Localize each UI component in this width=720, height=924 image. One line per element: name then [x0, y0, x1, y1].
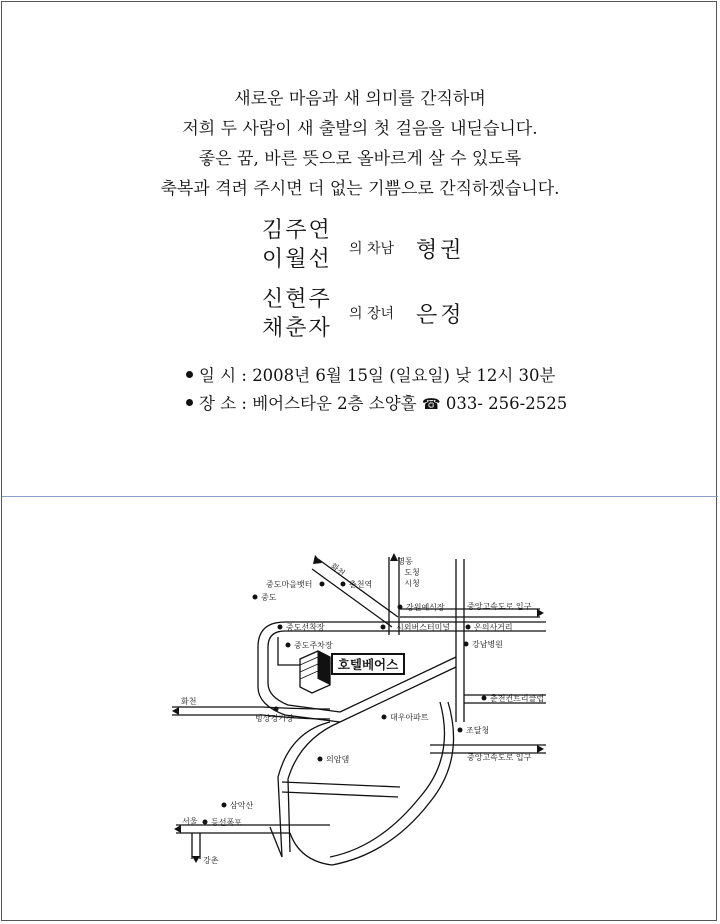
map-labels: [181, 556, 544, 865]
label-samaksan: 삼악산: [230, 801, 254, 810]
label-seoul: 서울: [182, 817, 198, 826]
arrow-icon: [174, 825, 181, 833]
label-joongdo-dock: 중도선착장: [286, 623, 325, 632]
label-joongdo-village: 중도마을뱃터: [266, 580, 313, 589]
message-line: 저희 두 사람이 새 출발의 첫 걸음을 내딛습니다.: [182, 119, 538, 139]
label-myeongdong: 명동: [397, 557, 413, 566]
label-daewoo-apt: 대우아파트: [390, 713, 429, 722]
groom-father: 김주연: [262, 218, 332, 243]
bride-parents: [262, 285, 342, 343]
bride-name: 은정: [416, 303, 465, 328]
label-sicheong: 시청: [404, 579, 420, 588]
hotel-label: 호텔베어스: [337, 657, 399, 672]
label-hwacheon-north: 화천: [328, 561, 347, 579]
phone-icon: ☎: [421, 395, 441, 413]
label-deungseon: 등선폭포: [211, 818, 242, 827]
date-line: [186, 362, 555, 386]
message-line: 좋은 꿈, 바른 뜻으로 올바르게 살 수 있도록: [198, 149, 522, 169]
arrow-icon: [537, 609, 544, 617]
label-jodalcheong: 조달청: [466, 726, 490, 735]
date-label: 일 시 :: [199, 366, 247, 385]
label-bus-terminal: 시외버스터미널: [396, 623, 451, 632]
bride-father: 신현주: [262, 287, 332, 312]
place-line: [186, 390, 567, 414]
label-country-club: 춘천컨트리클럽: [490, 694, 545, 703]
place-label: 장 소 :: [199, 394, 247, 413]
phone-number: 033- 256-2525: [445, 394, 568, 413]
label-oneui: 온의사거리: [474, 623, 513, 632]
groom-parents: [262, 216, 342, 274]
bride-mother: 채춘자: [262, 316, 332, 341]
label-uiam-dam: 의암댐: [326, 755, 350, 764]
label-gangnam-hospital: 강남병원: [472, 640, 503, 649]
place-value: 베어스타운 2층 소양홀: [252, 394, 417, 413]
date-value: 2008년 6월 15일 (일요일) 낮 12시 30분: [252, 366, 556, 385]
label-chuncheon-station: 춘천역: [349, 580, 373, 589]
groom-relation: 의 차남: [349, 241, 395, 257]
message-line: 축복과 격려 주시면 더 없는 기쁨으로 간직하겠습니다.: [160, 179, 560, 199]
arrow-icon: [537, 745, 544, 753]
groom-family: [0, 216, 720, 278]
label-ice-rink: 빙상경기장: [255, 714, 294, 723]
label-docheong: 도청: [404, 568, 420, 577]
groom-name: 형권: [416, 238, 465, 263]
bride-relation: 의 장녀: [349, 306, 395, 322]
map-arrows: [172, 553, 544, 863]
label-gangwon-wedding: 강원예식장: [406, 603, 445, 612]
bullet-icon: [186, 399, 193, 406]
label-joongdo-parking: 중도주차장: [294, 641, 333, 650]
hotel-building-icon: [300, 651, 330, 693]
arrow-icon: [192, 856, 200, 863]
label-joongdo: 중도: [261, 593, 277, 602]
label-gangchon: 강촌: [203, 856, 219, 865]
invitation-message: [0, 84, 720, 204]
bullet-icon: [186, 371, 193, 378]
arrow-icon: [313, 555, 322, 564]
location-map: [0, 497, 720, 924]
arrow-icon: [172, 707, 179, 715]
label-hwacheon-west: 화천: [181, 697, 197, 706]
label-highway-top: 중앙고속도로 입구: [467, 602, 532, 611]
label-highway-bottom: 중앙고속도로 입구: [467, 753, 532, 762]
groom-mother: 이월선: [262, 247, 332, 272]
bride-family: [0, 285, 720, 347]
message-line: 새로운 마음과 새 의미를 간직하며: [234, 89, 486, 109]
